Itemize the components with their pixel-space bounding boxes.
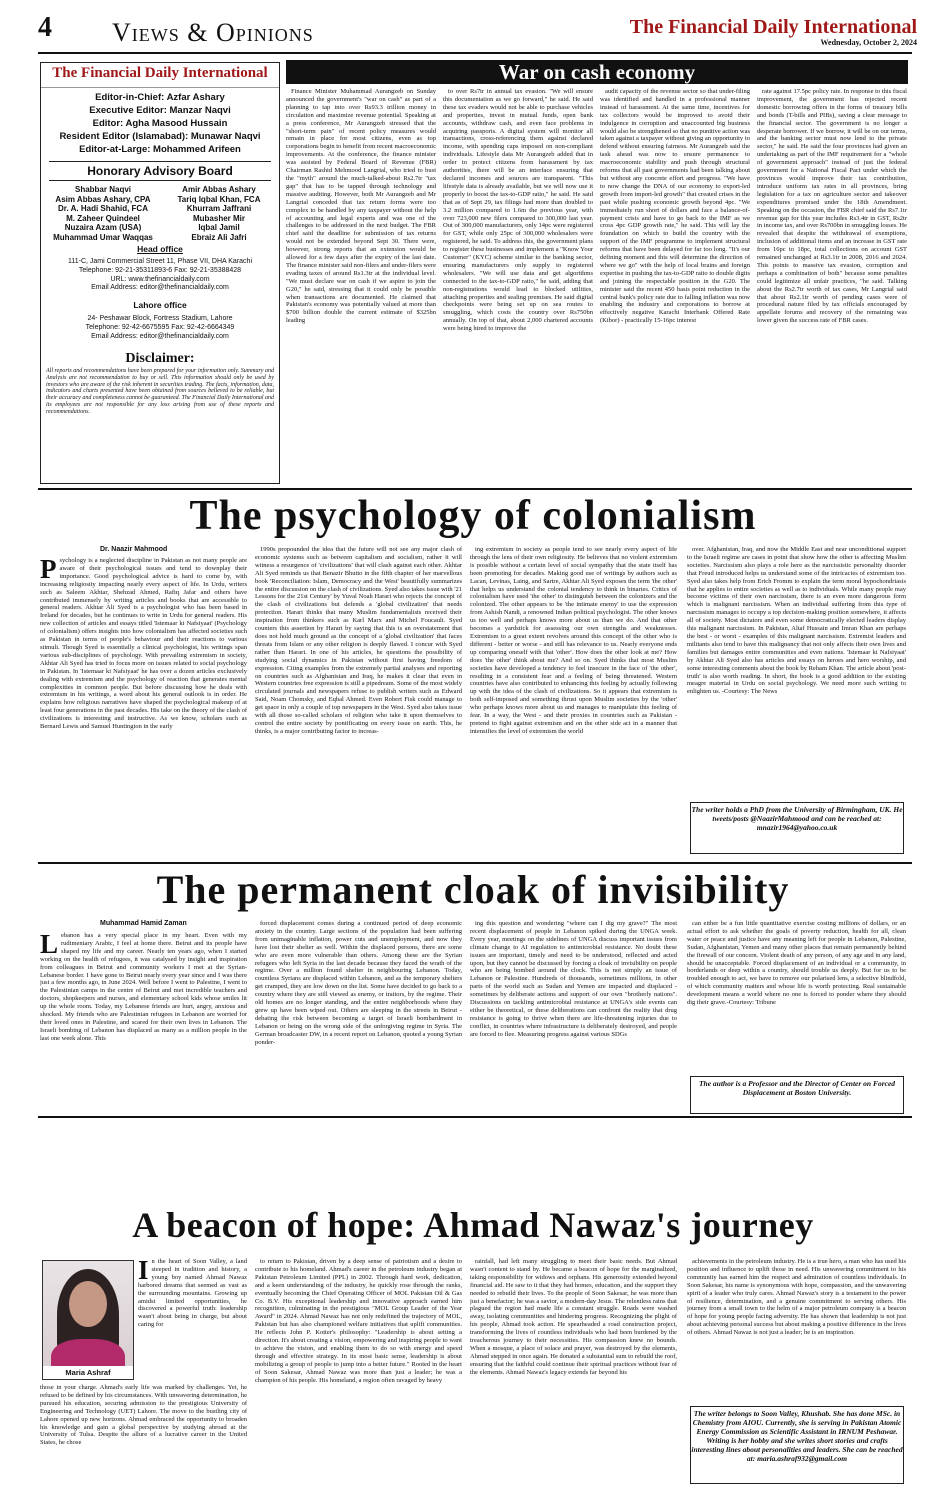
disclaimer-text: All reports and recommendations have been prepared for your information only. Summary and Analysis are not recommendation to buy or sell. This information should only be used by investors who are aware of the risk inherent in securities trading. The facts, information, data, indicators and charts presented have been obtained from sources believed to be reliable, but their accuracy and completeness cannot be guaranteed. The Financial Daily International and its employees are not responsible for any loss arising from use of these reports and recommendations. [46, 368, 274, 415]
lahore-office-address [41, 315, 279, 341]
article1-column-3 [470, 546, 677, 857]
board-member: Dr. A. Hadi Shahid, FCA [58, 204, 148, 213]
editorial-column-1 [286, 88, 436, 482]
disclaimer-title: Disclaimer: [125, 351, 195, 366]
editor-in-chief: Editor-in-Chief: Azfar Ashary [95, 92, 225, 103]
article1-column-4 [687, 546, 906, 786]
article2-headline: The permanent cloak of invisibility [156, 867, 790, 912]
executive-editor: Executive Editor: Manzar Naqvi [89, 105, 231, 116]
board-member: M. Zaheer Quindeel [66, 213, 140, 223]
page-header [0, 0, 945, 52]
address-line: Telephone: 92-21-35311893-6 Fax: 92-21-35388428 [78, 266, 242, 274]
section-rule [38, 488, 912, 490]
board-member: Nuzaira Azam (USA) [64, 223, 142, 232]
editor: Editor: Agha Masood Hussain [92, 118, 228, 129]
column-text: 1990s propounded the idea that the future will not see any major clash of economic systems such as between capitalism and socialism, rather it will witness a resurgence of 'civilizations' that will clash against each other. Akhtar Ali Syed reminds us that Benazir Bhutto in the fifth chapter of her marvellous book 'Reconciliation: Islam, Democracy and the West' beautifully summarizes the entire discussion on the clash of civilizations. Syed also takes issue with '21 Lessons for the 21st Century' by Yuval Noah Harari who rejects the concept of the clash of civilizations but defends a 'global civilization' that needs protection. Harari thinks that many Muslim fundamentalists received their inspiration from thinkers such as Karl Marx and Michel Foucault. Syed counters this assertion by Harari by saying that this is an overstatement that does not hold much ground as the concept of a 'global civilization' that faces threats from Islam or any other religion is deeply flawed. I concur with Syed rather than Harari. In one of his articles, he questions the possibility of studying social dynamics in Pakistan without first having freedom of expression. Citing examples from the extremely partial analyses and reporting on countries such as Afghanistan and Iraq, he makes it clear that even in Western countries free expression is still a pipedream. Some of the most widely circulated journals and newspapers refuse to publish writers such as Edward Said, Noam Chomsky, and Eqbal Ahmed. Even Robert Fisk could manage to get space in only a couple of top newspapers in the West. Syed also takes issue with all those so-called scholars of religion who take it upon themselves to control the entire society by pontificating on every issue on earth. This, he thinks, is a major contributing factor to increas- [255, 546, 462, 735]
editors-list [41, 91, 279, 156]
article3-author-note: The writer belongs to Soon Valley, Khushab. She has done MSc. in Chemistry from AIOU. Currently, she is serving in Pakistan Atomic Energy Commission as Scientific Assistant in IRNUM Peshawar. Writing is her hobby and she writes short stories and crafts interesting lines about personalities and leaders. She can be reached at: maria.ashraf932@gmail.com [690, 1406, 904, 1484]
header-rule [38, 52, 912, 54]
editorial-column-2 [443, 88, 593, 482]
column-text: rainfall, had left many struggling to meet their basic needs. But Ahmad wasn't content to stand by. He became a beacon of hope for the marginalized, taking responsibility for widows and orphans. His generosity extended beyond financial aid. He saw to it that they had homes, education, and the support they needed to rebuild their lives. To the people of Soon Sakesar, he was more than just a benefactor; he was a savior, a modern-day Jesus. The relentless rains that plagued the region had made life a constant struggle. Roads were washed away, isolating communities and hindering progress. Recognizing the plight of his people, Ahmad took action. He spearheaded a road construction project, transforming the lives of countless individuals who had been burdened by the treacherous journey to their necessities. His compassion knew no bounds. When a mosque, a place of solace and prayer, was destroyed by the elements, Ahmad stepped in once again. He donated a substantial sum to rebuild the roof, ensuring that the faithful could continue their spiritual practices without fear of the elements. Ahmad Nawaz's legacy extends far beyond his [470, 1258, 677, 1376]
advisory-board-title: Honorary Advisory Board [49, 161, 271, 181]
column-text: forced displacement comes during a continued period of deep economic anxiety in the country. Large sections of the population had been suffering from unimaginable inflation, power cuts and unemployment, and now they have lost their shelter as well. Within the displaced persons, there are some who are even more vulnerable than others. Among these are the Syrian refugees who left Syria in the last decade because they faced the wrath of the regime. Over a million found shelter in neighbouring Lebanon. Today, countless Syrians are displaced within Lebanon, and as the temporary shelters get cramped, they are low down on the list. Some have decided to go back to a country where they are still viewed as enemy, or traitors, by the regime. Their old homes are no longer standing, and the entire neighborhoods where they grew up have been wiped out. Others are sleeping in the streets in Beirut - debating the risk between becoming a target of Israeli bombardment in Lebanon or being on the wrong side of the unforgiving regime in Syria. The German broadcaster DW, in a recent report on Lebanon, quoted a young Syrian ponder- [255, 920, 462, 1046]
board-member: Shabbar Naqvi [74, 185, 131, 194]
author-photo [42, 1260, 134, 1380]
column-text: achievements in the petroleum industry. He is a true hero, a man who has used his position and influence to uplift those in need. His unwavering commitment to his community has earned him the respect and admiration of countless individuals. In Soon Sakesar, his name is synonymous with hope, compassion, and the unwavering spirit of a leader who truly cares. Ahmad Nawaz's story is a testament to the power of resilience, determination, and a genuine commitment to serving others. His journey from a small town to the helm of a major petroleum company is a beacon of hope for young people facing adversity. He has shown that leadership is not just about achieving personal success but about making a positive difference in the lives of others. Ahmad Nawaz is not just a leader; he is an inspiration. [687, 1258, 906, 1337]
article1-column-1 [40, 557, 247, 857]
board-member: Tariq Iqbal Khan, FCA [177, 194, 261, 204]
advisory-board-right [165, 185, 273, 242]
board-member: Ebraiz Ali Jafri [191, 232, 247, 242]
editor-at-large: Editor-at-Large: Mohammed Arifeen [79, 144, 241, 155]
article3-wrap-text [138, 1258, 247, 1382]
article1-author-note: The writer holds a PhD from the University of Birmingham, UK. He tweets/posts @NaazirMahmood and can be reached at: mnazir1964@yahoo.co.uk [690, 802, 904, 854]
article1-column-2 [255, 546, 462, 857]
board-member: Mubasher Mir [192, 213, 245, 223]
board-member: Asim Abbas Ashary, CPA [55, 194, 151, 204]
article3-column-3 [470, 1258, 677, 1480]
article3-headline: A beacon of hope: Ahmad Nawaz's journey [132, 1205, 814, 1245]
head-office-address [41, 258, 279, 293]
section-rule [38, 1116, 912, 1118]
column-text: ebanon has a very special place in my heart. Even with my rudimentary Arabic, I feel at home there. Beirut and its people have shaped my life and my career. Nearly ten years ago, when I started working on the health of refugees, it was catalysed by insight and inspiration from colleagues in Beirut and community workers I met at the Syrian-Lebanese border. I have gone to Beirut nearly every year since and I was there just a few months ago, in June 2024. Well before I went to Palestine, I went to the Palestinian camps in the centre of Beirut and met incredible teachers and doctors, shopkeepers and nurses, and elementary school kids whose smiles lit up the whole room. Today, my Lebanese friends are hurt, angry, anxious and shocked. My friends who are Palestinian refugees in Lebanon are worried for their loved ones in Palestine, and scared for their own lives in Lebanon. The Israeli bombing of Lebanon has displaced as many as a million people in the last one week alone. This [40, 932, 247, 1042]
board-member: Amir Abbas Ashary [182, 185, 256, 194]
photo-face [69, 1281, 107, 1327]
column-text: audit capacity of the revenue sector so that under-filing was identified and handled in a professional manner instead of harassment. At the same time, incentives for tax collectors would be improved to avoid their indulgence in corruption and unaccounted big business would also be strengthened so that no punitive action was taken against a taxpayer without giving an opportunity to defend without ensuring fairness. Mr Aurangzeb said the task ahead was now to ensure permanence to macroeconomic stability and push through structural reforms that all past governments had been talking about but without any concrete effort and progress. "We have to now change the DNA of our economy to export-led growth from import-led growth" that created crises in the past while pushing economic growth beyond 4pc. "We immediately run short of dollars and face a balance-of-payment crisis and have to go back to the IMF as we cross 4pc GDP growth rate," he said. This will lay the foundation on which to build the country with the support of the IMF programme to implement structural reforms that have been delayed for far too long. "It's our defining moment and this will determine the direction of where we go" with the help of local brains and foreign expertise in pushing the tax-to-GDP ratio to double digits and joining the respectable position in the G20. The minister said the recent 450 basis point reduction in the central bank's policy rate due to falling inflation was now enabling the industry and corporations to borrow at effectively negative Karachi Interbank Offered Rate (Kibor) - practically 15-16pc interest [600, 88, 750, 325]
column-text: to over Rs7tr in annual tax evasion. "We will ensure this documentation as we go forward," he said. He said these tax evaders would not be able to purchase vehicles and properties, invest in mutual funds, open bank accounts, withdraw cash, and even face problems in acquiring passports. A digital system will monitor all transactions, cross-referencing them against declared income, with spending caps imposed on non-compliant individuals. Lifestyle data Mr Aurangzeb added that in order to protect citizens from harassment by tax authorities, there will be an interface ensuring that declared incomes and sources are transparent. "This lifestyle data is already available, but we will now use it properly to boost the tax-to-GDP ratio," he said. He said that as of Sept 29, tax filings had more than doubled to 3.2 million compared to 1.6m the previous year, with over 723,000 new filers compared to 300,000 last year. Out of 300,000 manufacturers, only 14pc were registered for GST, while only 25pc of 300,000 wholesalers were registered, he said. To address this, the government plans to register these businesses and implement a "Know Your Customer" (KYC) scheme similar to the banking sector, ensuring manufacturers only supply to registered wholesalers. "We will use data and get algorithms connected to the tax-to-GDP ratio," he said, adding that non-registrations would lead to blocked utilities, attaching properties and sealing premises. He said digital checkpoints were being set up on sea routes to smuggling, which costs the country over Rs750bn annually. On top of that, about 2,000 chartered accounts were being hired to improve the [443, 88, 593, 333]
editorial-column-4 [757, 88, 907, 482]
dropcap: L [40, 932, 59, 959]
column-text: to return to Pakistan, driven by a deep sense of patriotism and a desire to contribute to his homeland. Ahmad's career in the petroleum industry began at Pakistan Petroleum Limited (PPL) in 2002. Through hard work, dedication, and a keen understanding of the industry, he quickly rose through the ranks, eventually becoming the Chief Operating Officer of MOL Pakistan Oil & Gas Co. B.V. His exceptional leadership and innovative approach earned him recognition, culminating in the prestigious "MOL Group Leader of the Year Award" in 2024. Ahmad Nawaz has not only redefined the trajectory of MOL, Pakistan but has also championed welfare initiatives that uplift communities. He reflects John P. Kotter's philosophy: "Leadership is about setting a direction. It's about creating a vision, empowering and inspiring people to want to achieve the vision, and enabling them to do so with energy and speed through and effective strategy. In its most basic sense, leadership is about mobilizing a group of people to jump into a better future." Rooted in the heart of Soon Sakesar, Ahmad Nawaz was more than just a leader; he was a champion of his people. His homeland, a region often ravaged by heavy [255, 1258, 462, 1384]
resident-editor: Resident Editor (Islamabad): Munawar Naqvi [59, 131, 261, 142]
article1-byline: Dr. Naazir Mahmood [100, 546, 168, 553]
section-rule [38, 862, 912, 864]
address-line: 24- Peshawar Block, Fortress Stadium, Lahore [87, 315, 233, 322]
board-member: Iqbal Jamil [198, 223, 240, 232]
photo-caption: Maria Ashraf [43, 1366, 133, 1379]
article2-byline: Muhammad Hamid Zaman [100, 920, 187, 927]
column-text: ing extremism in society as people tend to see nearly every aspect of life through the lens of their own religiosity. He believes that no violent extremism is possible without a certain level of social sympathy that the state itself has been promoting for decades. Making good use of writings by authors such as Lacan, Levinas, Laing, and Sartre, Akhtar Ali Syed exposes the term 'the other' that helps us understand the colonial tendency to think in binaries. Critics of colonialism have used 'the other' to distinguish between the colonizers and the colonized. The other appears to be 'the intimate enemy' to use the expression from Ashish Nandi, a renowned Indian political psychologist. The other knows us too well and perhaps knows more about us than we do. And that other becomes a yardstick for assessing our own strengths and weaknesses. Extremism to a great extent revolves around this concept of the other who is different - better or worse - and still has relevance to us. Nearly everyone ends up comparing oneself with that 'other'. How does the other look at me? How does 'the other' think about me? And so on. Syed thinks that most Muslim societies have developed a tendency to feel insecure in the face of 'the other', resulting in a consistent fear and a feeling of being threatened. Western countries have also contributed to enhancing this feeling by actually following up with the idea of the clash of civilizations. So it appears that extremism is both self-imposed and something thrust upon Muslim societies by the 'other' who perhaps knows more about us and manages to manipulate this feeling of fear. In a way, the West - and their proxies in countries such as Pakistan - pretend to fight against extremism and on the other side act in a manner that intensifies the level of extremism the world [470, 546, 677, 735]
address-line: Email Address: editor@thefinancialdaily.com [91, 332, 229, 340]
article2-author-note: The author is a Professor and the Director of Center on Forced Displacement at Boston University. [690, 1076, 904, 1114]
column-text: over. Afghanistan, Iraq, and now the Middle East and near unconditional support to the Israeli regime are cases in point that show how the other is affecting Muslim societies. Narcissism also plays a role here as the narcissistic personality disorder that Freud introduced helps us understand some of the intricacies of extremism too. Syed also takes help from Erich Fromm to explain the term moral hypochondriasis that he applies to entire societies as well as to individuals. While many people may become victims of their own narcissism, there is an even more dangerous form which is malignant narcissism. When an individual suffering from this type of narcissism manages to occupy a top decision-making position somewhere, it affects all of society. Most dictators and even some democratically elected leaders display this malignant narcissism. In Pakistan, Altaf Hussain and Imran Khan are perhaps the best - or worst - examples of this malignant narcissism. Extremist leaders and militants also tend to have this malignancy that not only affects their own lives and families but damages entire communities and even nations. 'Istemaar ki Nafsiyaat' by Akhtar Ali Syed also has articles and essays on heroes and hero worship, and some interesting comments about the book by Reham Khan. The article about 'post-truth' is also worth reading. In short, the book is a good addition to the existing meagre material in Urdu on social psychology. We need more such writing to enlighten us. -Courtesy: The News [687, 546, 906, 696]
column-text: those in your charge. Ahmad's early life was marked by challenges. Yet, he refused to be defined by his circumstances. With unwavering determination, he pursued his education, securing admission to the prestigious University of Engineering and Technology (UET) Lahore. The move to the bustling city of Lahore opened up new horizons. Ahmad embraced the opportunity to broaden his knowledge and gain a global perspective by studying abroad at the University of Tulsa. Despite the allure of a lucrative career in the United States, he chose [40, 1384, 247, 1447]
dropcap: I [138, 1258, 149, 1285]
advisory-board-left [47, 185, 159, 242]
editorial-board-box [40, 62, 280, 484]
article2-column-1 [40, 932, 247, 1108]
column-text: rate against 17.5pc policy rate. In response to this fiscal improvement, the government has rejected recent domestic borrowing offers in the forms of treasury bills and bonds (T-bills and PIBs), saving a clear message to the financial sector. The government is no longer a desperate borrower. If we borrow, it will be on our terms, and the banking sector must now lend to the private sector," he said. He said the four provinces had given an undertaking as part of the IMF requirement for a "whole of government approach" instead of just the federal government for a National Fiscal Pact under which the provinces would improve their tax contribution, introduce uniform tax rates in all provinces, bring legislation for a tax on agriculture sector and takeover expenditures promised under the 18th Amendment. Speaking on the occasion, the FBR chief said the Rs7.1tr revenue gap for this year includes Rs3.4tr in GST, Rs2tr in income tax, and over Rs700bn in smuggling losses. He revealed that despite the withdrawal of exemptions, inclusion of additional items and an increase in GST rate from 16pc to 18pc, total collections on account GST remained unchanged at Rs3.1tr in 2008, 2016 and 2024. This points to massive tax evasion, corruption and perhaps a combination of both" because some penalties could legitimize all unfair practices, "he said. Talking about the Rs2.7tr worth of tax cases, Mr Langrial said that about Rs2.1tr worth of pending cases were of procedural nature filed by tax officials encouraged by appellate forums and recovery of the remaining was lower given the success rate of FBR cases. [757, 88, 907, 325]
address-line: URL: www.thefinancialdaily.com [110, 275, 210, 283]
article3-column-4 [687, 1258, 906, 1400]
address-line: 111-C, Jami Commercial Street 11, Phase VII, DHA Karachi [67, 258, 252, 265]
column-text: Finance Minister Muhammad Aurangzeb on Sunday announced the government's "war on cash" as part of a planning to tap into over Rs93.3 trillion money in circulation and maximize revenue potential. Speaking at a press conference, Mr Aurangzeb stressed that the "short-term pain" of recent policy measures would remain in place for most citizens, even as top corporations begin to benefit from recent macroeconomic improvements. At the conference, the finance minister was assisted by Federal Board of Revenue (FBR) Chairman Rashid Mehmood Langrial, who tried to bust the "myth" around the much-talked-about Rs2.7tr "tax gap" that has to be tapped through technology and massive auditing. However, both Mr Aurangzeb and Mr Langrial conceded that tax return forms were too complex to be handled by any taxpayer without the help of accounting and legal experts and was one of the challenges to be addressed in the next budget. The FBR chief said the deadline for submission of tax returns would not be extended beyond Sept 30. There were, however, strong reports that an extension would be allowed for a few days after the expiry of the last date. The finance minister said non-filers and under-filers were evading taxes of around Rs1.3tr at the individual level. "We must declare war on cash if we aspire to join the G20," he said, stressing that it could only be possible when transactions are documented. He claimed that Pakistan's economy was potentially valued at more than $700 billion double the current estimate of $325bn leading [286, 88, 436, 325]
address-line: Email Address: editor@thefinancialdaily.com [91, 284, 229, 292]
board-newspaper-name: The Financial Daily International [41, 63, 279, 88]
article1-headline: The psychology of colonialism [189, 493, 757, 539]
section-title: Views & Opinions [112, 18, 314, 47]
column-text: sychology is a neglected discipline in Pakistan as not many people are aware of their psychological issues and tend to downplay their importance. Good psychological advice is hard to come by, with increasing religiosity impacting nearly every aspect of life. In Urdu, writers such as Saleem Akhtar, Shehzad Ahmed, Rafiq Jafar and others have contributed immensely by writing articles and books that are accessible to general readers. Akhtar Ali Syed is a psychologist who has been based in Ireland for decades, but he continues to write in Urdu for general readers. His new collection of articles and essays titled 'Istemaar ki Nafsiyaat' (Psychology of colonialism) offers insights into how colonialism has affected societies such as Pakistan in terms of people's behaviour and their reactions to various stimuli. Though Syed is essentially a clinical psychologist, his writings span various sub-disciplines of psychology. With prevailing extremism in society, Akhtar Ali Syed has tried to focus more on issues related to social psychology in Pakistan. In 'Istemaar ki Nafsiyaat' he has over a dozen articles exclusively dealing with extremism and the psychology of reaction that generates mental complexities in common people. But before discussing how he deals with extremism in his writings, a word about his general outlook is in order. He explains how religious narratives have shaped the psychological makeup of at least four generations in the past decades. His take on the theory of the clash of civilizations is interesting and instructive. As we know, scholars such as Bernard Lewis and Samuel Huntington in the early [40, 557, 247, 731]
column-text: can either be a fun little quantitative exercise costing millions of dollars, or an actual effort to ask whether the goals of poverty reduction, health for all, clean water or peace and justice have any meaning left for people in Lebanon, Palestine, Sudan, Afghanistan, Yemen and many other places that remain permanently behind the firewall of our concern. Violent death of any person, of any age and in any land, should be unacceptable. Forced displacement of an individual or a community, in borderlands or deep within a country, should trouble us deeply. But for us to be troubled enough to act, we have to remove our polarised lens, a selective blindfold, of which community matters and whose life is worth protecting. Real sustainable development means a world where no one is forced to ponder where they should dig their grave.-Courtesy: Tribune [687, 920, 906, 1007]
article2-column-2 [255, 920, 462, 1108]
column-text: ing this question and wondering "where can I dig my grave?" The most recent displacement of people in Lebanon spiked during the UNGA week. Every year, meetings on the sidelines of UNGA discuss important issues from climate change to AI regulation to antimicrobial resistance. No doubt these issues are important, timely and need to be understood, reflected and acted upon, but they cannot be discussed by forcing a cloak of invisibility on people who are being bombed around the clock. This is not simply an issue of Lebanon or Palestine. Hundreds of thousands, sometimes millions, in other parts of the world such as Sudan and Yemen are impacted and displaced - sometimes by deliberate actions and support of our own "brotherly nations". Discussions on tackling antimicrobial resistance at UNGA's side events can either be theoretical, or these deliberations can confront the reality that drug resistance is going to thrive when there are life-threatening injuries due to conflict, in countries where infrastructure is deliberately destroyed, and people are forced to flee. Measuring progress against various SDGs [470, 920, 677, 1038]
article3-column-2 [255, 1258, 462, 1480]
board-member: Khurram Jaffrani [186, 204, 252, 213]
page-number: 4 [38, 12, 52, 43]
address-line: Telephone: 92-42-6675595 Fax: 92-42-6664349 [85, 323, 235, 331]
dropcap: P [40, 557, 57, 584]
issue-date: Wednesday, October 2, 2024 [820, 38, 917, 47]
editorial-column-3 [600, 88, 750, 482]
editorial-title: War on cash economy [286, 60, 908, 84]
article2-column-4 [687, 920, 906, 1068]
column-text: n the heart of Soon Valley, a land steeped in tradition and history, a young boy named Ahmad Nawaz harbored dreams that seemed as vast as the surrounding mountains. Growing up amidst limited opportunities, he discovered a powerful truth: leadership wasn't about being in charge, but about caring for [138, 1258, 247, 1329]
article2-column-3 [470, 920, 677, 1108]
board-member: Muhammad Umar Waqqas [53, 232, 153, 242]
head-office-title: Head office [137, 244, 183, 254]
masthead: The Financial Daily International [629, 16, 917, 38]
article3-column-1 [40, 1384, 247, 1480]
lahore-office-title: Lahore office [133, 300, 187, 310]
